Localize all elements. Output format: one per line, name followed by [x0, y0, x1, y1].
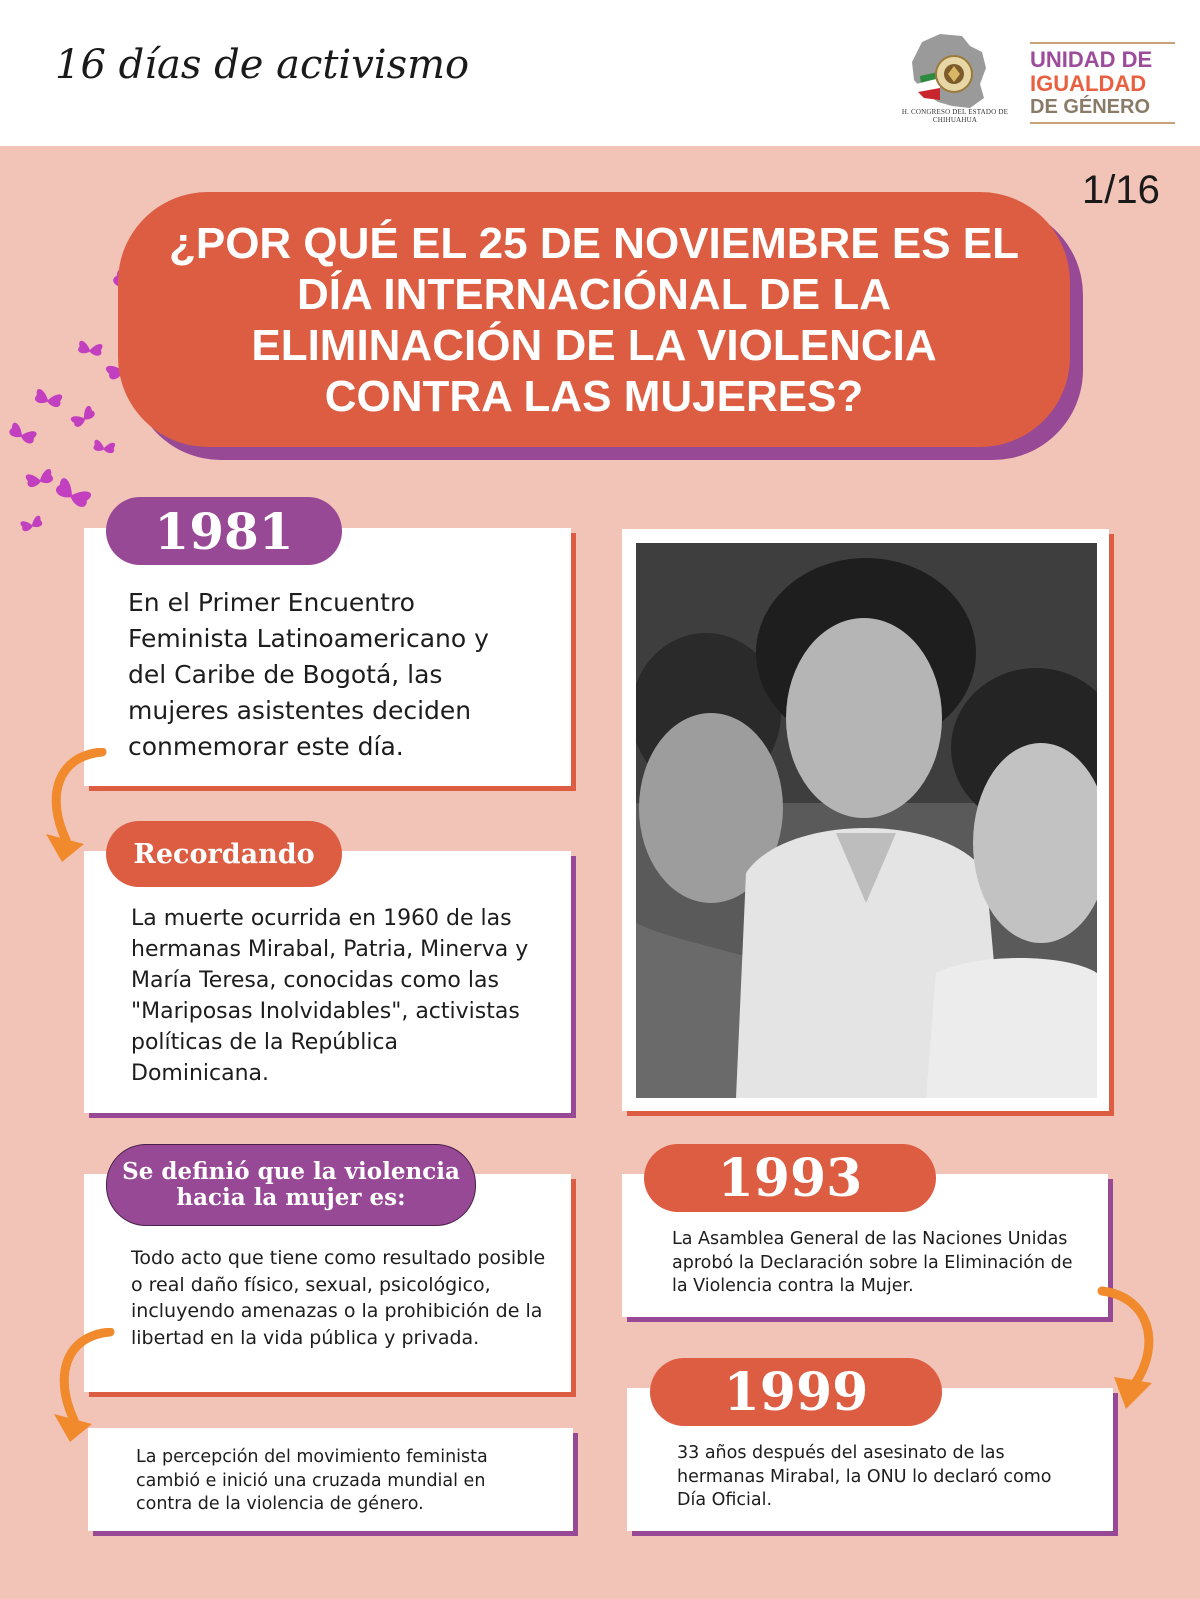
- unidad-line-1: UNIDAD DE: [1030, 47, 1153, 72]
- title-banner: [118, 192, 1070, 447]
- card-1981-text: En el Primer Encuentro Feminista Latinoamericano y del Caribe de Bogotá, las mujeres asistentes deciden conmemorar este día.: [128, 588, 489, 761]
- card-1999-text: 33 años después del asesinato de las hermanas Mirabal, la ONU lo declaró como Día Oficial.: [677, 1443, 1052, 1510]
- unidad-line-2: IGUALDAD: [1030, 71, 1147, 96]
- card-percepcion-text: La percepción del movimiento feminista cambió e inició una cruzada mundial en contra de la violencia de género.: [136, 1447, 488, 1514]
- label-recordando: Recordando: [106, 821, 342, 887]
- unidad-line-3: DE GÉNERO: [1030, 96, 1151, 118]
- congreso-caption: H. CONGRESO DEL ESTADO DE CHIHUAHUA: [901, 108, 1009, 124]
- label-1981: 1981: [106, 497, 342, 565]
- card-1993-text: La Asamblea General de las Naciones Unidas aprobó la Declaración sobre la Eliminación de la Violencia contra la Mujer.: [672, 1229, 1073, 1296]
- header-title: 16 días de activismo: [55, 42, 470, 88]
- card-recordando-text: La muerte ocurrida en 1960 de las hermanas Mirabal, Patria, Minerva y María Teresa, conocidas como las "Mariposas Inolvidables", activistas políticas de la República Dominicana.: [131, 906, 529, 1086]
- mirabal-sisters-photo: [636, 543, 1097, 1098]
- page-counter: 1/16: [1082, 168, 1160, 212]
- card-definicion-text: Todo acto que tiene como resultado posible o real daño físico, sexual, psicológico, incluyendo amenazas o la prohibición de la libertad en la vida pública y privada.: [131, 1247, 546, 1349]
- label-1993: 1993: [644, 1144, 936, 1212]
- label-1999: 1999: [650, 1358, 942, 1426]
- unidad-igualdad-logo: [1030, 42, 1175, 124]
- label-definicion: Se definió que la violencia hacia la mujer es:: [106, 1144, 476, 1226]
- banner-title: ¿POR QUÉ EL 25 DE NOVIEMBRE ES EL DÍA INTERNACIÓNAL DE LA ELIMINACIÓN DE LA VIOLENCIA CONTRA LAS MUJERES?: [168, 218, 1020, 421]
- curved-arrow-icon: [36, 748, 116, 868]
- header: [0, 0, 1200, 146]
